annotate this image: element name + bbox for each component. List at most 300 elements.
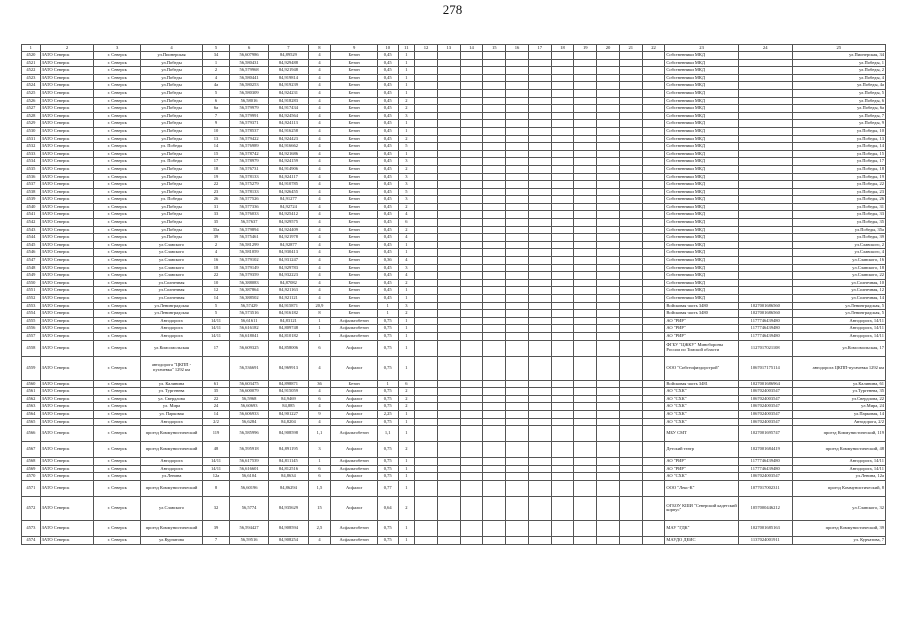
- table-cell: 1: [398, 465, 415, 473]
- table-cell: ул.Комсомольская, 17: [792, 340, 885, 356]
- table-cell: АО "СХК": [665, 473, 738, 481]
- table-cell: 56,57637: [229, 219, 268, 227]
- table-cell: [738, 196, 792, 204]
- table-cell: 4543: [22, 226, 41, 234]
- table-cell: Асфальтобетон: [331, 536, 378, 544]
- table-cell: [619, 388, 642, 396]
- table-cell: [506, 458, 529, 466]
- table-cell: [642, 310, 665, 318]
- table-cell: АО "СХК": [665, 410, 738, 418]
- table-cell: 4: [398, 234, 415, 242]
- table-cell: [483, 249, 506, 257]
- table-cell: ЗАТО Северск: [40, 418, 94, 426]
- table-cell: Бетон: [331, 272, 378, 280]
- table-cell: [506, 388, 529, 396]
- table-cell: [551, 473, 574, 481]
- table-cell: 84,926455: [269, 188, 308, 196]
- table-cell: 4: [398, 257, 415, 265]
- table-cell: [506, 426, 529, 442]
- table-cell: [437, 496, 460, 520]
- table-cell: [642, 226, 665, 234]
- table-cell: ЗАТО Северск: [40, 89, 94, 97]
- table-cell: [437, 395, 460, 403]
- table-cell: 18: [203, 264, 230, 272]
- column-number: 20: [597, 45, 620, 52]
- table-cell: 84,910785: [269, 181, 308, 189]
- table-cell: Бетон: [331, 67, 378, 75]
- table-cell: 4: [308, 249, 331, 257]
- table-cell: ул.Победы, 15: [792, 150, 885, 158]
- table-cell: 4524: [22, 82, 41, 90]
- table-cell: Бетон: [331, 112, 378, 120]
- table-cell: г. Северск: [94, 52, 141, 60]
- table-cell: 1137024001911: [738, 536, 792, 544]
- table-cell: г. Северск: [94, 496, 141, 520]
- table-cell: ул.Славского, 22: [792, 272, 885, 280]
- table-cell: [551, 264, 574, 272]
- table-row: [22, 112, 886, 120]
- table-cell: ул.Победы: [140, 181, 202, 189]
- table-cell: 4522: [22, 67, 41, 75]
- table-cell: 84,915059: [269, 388, 308, 396]
- table-cell: Бетон: [331, 196, 378, 204]
- table-cell: 84,83121: [269, 317, 308, 325]
- table-cell: г. Северск: [94, 264, 141, 272]
- table-cell: 56,388083: [229, 279, 268, 287]
- table-cell: 4554: [22, 310, 41, 318]
- table-cell: 3: [398, 112, 415, 120]
- table-cell: [574, 219, 597, 227]
- table-cell: [597, 226, 620, 234]
- table-cell: [528, 211, 551, 219]
- table-cell: г. Северск: [94, 173, 141, 181]
- table-cell: ЗАТО Северск: [40, 257, 94, 265]
- table-cell: [415, 340, 438, 356]
- table-cell: 84,898871: [269, 380, 308, 388]
- table-cell: 4523: [22, 74, 41, 82]
- table-cell: [483, 388, 506, 396]
- table-cell: 1027001684419: [738, 442, 792, 458]
- table-cell: [597, 380, 620, 388]
- table-cell: ул.Солнечная, 10: [792, 279, 885, 287]
- table-cell: [506, 403, 529, 411]
- table-cell: [528, 143, 551, 151]
- table-cell: ул.Свердлова, 22: [792, 395, 885, 403]
- table-cell: [574, 234, 597, 242]
- table-cell: Асфальтобетон: [331, 332, 378, 340]
- table-cell: [528, 203, 551, 211]
- table-cell: [437, 196, 460, 204]
- table-cell: [528, 410, 551, 418]
- table-cell: 4564: [22, 410, 41, 418]
- table-row: [22, 257, 886, 265]
- table-cell: 4546: [22, 249, 41, 257]
- table-cell: г. Северск: [94, 165, 141, 173]
- table-cell: Бетон: [331, 219, 378, 227]
- table-cell: 6: [398, 219, 415, 227]
- table-cell: [437, 295, 460, 303]
- table-cell: 1,5: [308, 480, 331, 496]
- table-cell: 0,45: [377, 181, 398, 189]
- table-cell: ул. Победы: [140, 196, 202, 204]
- table-cell: проезд Коммунистический: [140, 480, 202, 496]
- table-cell: [415, 249, 438, 257]
- table-cell: [619, 442, 642, 458]
- table-cell: Собственники МКД: [665, 249, 738, 257]
- table-cell: г. Северск: [94, 418, 141, 426]
- table-cell: [551, 410, 574, 418]
- table-cell: ул.Победы: [140, 234, 202, 242]
- table-cell: [619, 287, 642, 295]
- table-cell: [415, 196, 438, 204]
- table-cell: [738, 257, 792, 265]
- table-cell: 4: [308, 74, 331, 82]
- table-cell: Бетон: [331, 249, 378, 257]
- table-cell: 0,75: [377, 388, 398, 396]
- table-cell: Бетон: [331, 135, 378, 143]
- table-cell: 84,929488: [269, 59, 308, 67]
- table-cell: Бетон: [331, 82, 378, 90]
- table-cell: 14/11: [203, 325, 230, 333]
- table-cell: ЗАТО Северск: [40, 536, 94, 544]
- table-cell: [437, 473, 460, 481]
- table-cell: [528, 241, 551, 249]
- table-cell: 7: [203, 536, 230, 544]
- table-cell: Собственники МКД: [665, 196, 738, 204]
- table-cell: 84,919814: [269, 74, 308, 82]
- table-cell: [506, 196, 529, 204]
- table-cell: Бетон: [331, 59, 378, 67]
- table-cell: [437, 325, 460, 333]
- table-cell: [483, 395, 506, 403]
- table-cell: 56,578979: [229, 158, 268, 166]
- table-cell: [528, 403, 551, 411]
- table-cell: ул.Победы, 2: [792, 67, 885, 75]
- table-cell: ул.Солнечная: [140, 295, 202, 303]
- table-cell: ул. Курчатова, 7: [792, 536, 885, 544]
- table-cell: [551, 418, 574, 426]
- table-cell: 4: [308, 196, 331, 204]
- table-cell: 4: [308, 127, 331, 135]
- table-cell: [597, 59, 620, 67]
- table-cell: 1: [398, 332, 415, 340]
- table-cell: [460, 143, 483, 151]
- table-cell: Бетон: [331, 264, 378, 272]
- table-cell: [460, 295, 483, 303]
- table-cell: 2,5: [308, 520, 331, 536]
- table-cell: ул.Славского: [140, 241, 202, 249]
- table-cell: 84,924117: [269, 173, 308, 181]
- table-cell: 6а: [203, 105, 230, 113]
- table-cell: [437, 135, 460, 143]
- table-cell: 10: [203, 127, 230, 135]
- table-cell: 1: [398, 356, 415, 380]
- table-cell: [597, 332, 620, 340]
- table-cell: 84,916182: [269, 310, 308, 318]
- table-cell: Собственники МКД: [665, 226, 738, 234]
- table-cell: [483, 272, 506, 280]
- table-cell: 2: [203, 241, 230, 249]
- table-cell: [551, 257, 574, 265]
- table-cell: ул.Славского, 32: [792, 496, 885, 520]
- table-cell: [574, 295, 597, 303]
- table-cell: 4570: [22, 473, 41, 481]
- table-cell: [528, 196, 551, 204]
- table-cell: [738, 272, 792, 280]
- table-cell: Бетон: [331, 74, 378, 82]
- table-cell: проезд Коммунистический, 8: [792, 480, 885, 496]
- table-cell: [506, 310, 529, 318]
- table-cell: ЗАТО Северск: [40, 264, 94, 272]
- table-row: [22, 302, 886, 310]
- table-cell: [415, 536, 438, 544]
- table-cell: [528, 74, 551, 82]
- table-cell: [437, 219, 460, 227]
- table-cell: Собственники МКД: [665, 97, 738, 105]
- table-cell: Бетон: [331, 380, 378, 388]
- table-cell: [551, 97, 574, 105]
- table-cell: [460, 465, 483, 473]
- table-row: [22, 226, 886, 234]
- table-cell: 0,45: [377, 226, 398, 234]
- table-cell: [619, 234, 642, 242]
- table-cell: [483, 188, 506, 196]
- table-cell: 4: [308, 67, 331, 75]
- table-cell: г. Северск: [94, 226, 141, 234]
- table-cell: [551, 234, 574, 242]
- table-cell: 56,578133: [229, 173, 268, 181]
- table-cell: [415, 74, 438, 82]
- table-cell: ЗАТО Северск: [40, 473, 94, 481]
- table-cell: [642, 59, 665, 67]
- table-cell: [528, 310, 551, 318]
- table-cell: Собственники МКД: [665, 295, 738, 303]
- table-cell: 56,600079: [229, 388, 268, 396]
- table-cell: [551, 458, 574, 466]
- table-cell: 61: [203, 380, 230, 388]
- table-cell: [597, 458, 620, 466]
- table-cell: [437, 332, 460, 340]
- table-cell: [483, 219, 506, 227]
- table-cell: ул.Победы: [140, 226, 202, 234]
- table-cell: АО "СХК": [665, 403, 738, 411]
- table-cell: 1067017175114: [738, 356, 792, 380]
- table-cell: Автодорога, 2/2: [792, 418, 885, 426]
- table-cell: [597, 279, 620, 287]
- table-cell: [528, 426, 551, 442]
- table-cell: 1: [398, 249, 415, 257]
- table-cell: 56,5774: [229, 496, 268, 520]
- table-cell: ул.Парковая, 14: [792, 410, 885, 418]
- table-cell: г. Северск: [94, 211, 141, 219]
- table-cell: 84,908254: [269, 536, 308, 544]
- table-cell: [597, 173, 620, 181]
- table-cell: 1027001686560: [738, 302, 792, 310]
- table-cell: МБУ СМТ: [665, 426, 738, 442]
- table-cell: ул.Победы: [140, 97, 202, 105]
- table-cell: [483, 143, 506, 151]
- table-cell: 4542: [22, 219, 41, 227]
- table-cell: 56,578537: [229, 127, 268, 135]
- table-cell: [597, 480, 620, 496]
- table-cell: [574, 465, 597, 473]
- table-cell: 4: [308, 536, 331, 544]
- table-cell: [551, 74, 574, 82]
- table-cell: [506, 473, 529, 481]
- table-cell: 1: [398, 473, 415, 481]
- table-cell: Бетон: [331, 226, 378, 234]
- table-cell: ул.Победы, 13: [792, 135, 885, 143]
- table-cell: 2: [398, 496, 415, 520]
- table-cell: ЗАТО Северск: [40, 112, 94, 120]
- table-cell: ФГБУ "ЦЖКУ" Минобороны России по Томской области: [665, 340, 738, 356]
- table-cell: 3: [398, 302, 415, 310]
- table-cell: 56,58016: [229, 97, 268, 105]
- table-cell: 4555: [22, 317, 41, 325]
- table-cell: АО "РИР": [665, 465, 738, 473]
- table-cell: 3: [398, 158, 415, 166]
- table-cell: 84,969913: [269, 356, 308, 380]
- table-cell: [415, 181, 438, 189]
- table-cell: [551, 89, 574, 97]
- column-number: 21: [619, 45, 642, 52]
- table-cell: 1: [398, 410, 415, 418]
- table-cell: [415, 219, 438, 227]
- table-cell: [619, 52, 642, 60]
- table-cell: [642, 105, 665, 113]
- table-cell: 9: [203, 120, 230, 128]
- table-cell: г. Северск: [94, 181, 141, 189]
- table-cell: [574, 442, 597, 458]
- table-cell: ул.Победы, 35а: [792, 226, 885, 234]
- table-cell: [597, 473, 620, 481]
- table-cell: г. Северск: [94, 520, 141, 536]
- table-cell: [506, 105, 529, 113]
- table-cell: проезд Коммунистический: [140, 520, 202, 536]
- table-cell: ЗАТО Северск: [40, 203, 94, 211]
- table-cell: ул.Победы: [140, 82, 202, 90]
- table-cell: [574, 249, 597, 257]
- table-cell: Собственники МКД: [665, 264, 738, 272]
- table-cell: [551, 67, 574, 75]
- table-cell: 84,811145: [269, 458, 308, 466]
- column-number: 4: [140, 45, 202, 52]
- table-cell: [597, 74, 620, 82]
- column-number: 24: [738, 45, 792, 52]
- table-cell: [619, 418, 642, 426]
- table-cell: [738, 150, 792, 158]
- table-cell: 56,60196: [229, 480, 268, 496]
- table-cell: г. Северск: [94, 403, 141, 411]
- table-cell: [574, 67, 597, 75]
- table-cell: 4550: [22, 279, 41, 287]
- table-cell: [597, 317, 620, 325]
- table-cell: 56,617539: [229, 458, 268, 466]
- table-cell: [597, 120, 620, 128]
- table-cell: [528, 158, 551, 166]
- table-cell: ул.Победы, 22: [792, 181, 885, 189]
- table-cell: [642, 287, 665, 295]
- table-row: [22, 340, 886, 356]
- table-cell: [642, 188, 665, 196]
- table-cell: [642, 403, 665, 411]
- table-cell: 4573: [22, 520, 41, 536]
- table-cell: ул.Победы: [140, 173, 202, 181]
- table-cell: 84,930413: [269, 249, 308, 257]
- table-cell: ул.Победы, 26: [792, 196, 885, 204]
- table-cell: [460, 89, 483, 97]
- table-cell: [738, 135, 792, 143]
- table-cell: [437, 158, 460, 166]
- table-cell: 0,45: [377, 295, 398, 303]
- table-cell: 56,6104: [229, 473, 268, 481]
- table-row: [22, 74, 886, 82]
- table-cell: 4548: [22, 264, 41, 272]
- table-cell: [415, 356, 438, 380]
- table-cell: Собственники МКД: [665, 241, 738, 249]
- table-cell: г. Северск: [94, 465, 141, 473]
- table-cell: г. Северск: [94, 158, 141, 166]
- table-cell: Бетон: [331, 295, 378, 303]
- table-cell: 56,594427: [229, 520, 268, 536]
- table-cell: [619, 89, 642, 97]
- table-cell: 4: [308, 97, 331, 105]
- table-cell: г. Северск: [94, 332, 141, 340]
- table-cell: 17: [203, 340, 230, 356]
- table-cell: [642, 196, 665, 204]
- table-cell: [574, 480, 597, 496]
- table-cell: ул.Победы, 14: [792, 143, 885, 151]
- table-cell: Собственники МКД: [665, 279, 738, 287]
- table-cell: Собственники МКД: [665, 173, 738, 181]
- table-cell: 4571: [22, 480, 41, 496]
- table-cell: 56,575461: [229, 234, 268, 242]
- table-row: [22, 418, 886, 426]
- table-cell: ЗАТО Северск: [40, 395, 94, 403]
- table-cell: [460, 82, 483, 90]
- table-cell: 84,924113: [269, 120, 308, 128]
- table-cell: 4: [308, 287, 331, 295]
- table-cell: [597, 67, 620, 75]
- table-cell: 4: [308, 403, 331, 411]
- table-cell: [415, 143, 438, 151]
- table-cell: 16: [203, 257, 230, 265]
- table-cell: г. Северск: [94, 380, 141, 388]
- table-cell: [528, 234, 551, 242]
- table-cell: 14: [203, 410, 230, 418]
- table-cell: [460, 173, 483, 181]
- table-cell: [619, 97, 642, 105]
- table-cell: [574, 272, 597, 280]
- table-cell: [415, 165, 438, 173]
- table-cell: [415, 67, 438, 75]
- table-cell: [619, 158, 642, 166]
- table-cell: 84,924409: [269, 226, 308, 234]
- table-cell: 0,45: [377, 188, 398, 196]
- table-cell: [437, 536, 460, 544]
- table-cell: Бетон: [331, 143, 378, 151]
- table-cell: [415, 317, 438, 325]
- table-cell: [528, 135, 551, 143]
- table-cell: [528, 295, 551, 303]
- table-cell: ул.Тургенева, 35: [792, 388, 885, 396]
- table-cell: ЗАТО Северск: [40, 520, 94, 536]
- table-cell: [597, 496, 620, 520]
- table-cell: [483, 59, 506, 67]
- table-cell: 4: [308, 264, 331, 272]
- table-cell: [597, 219, 620, 227]
- table-cell: 48: [203, 442, 230, 458]
